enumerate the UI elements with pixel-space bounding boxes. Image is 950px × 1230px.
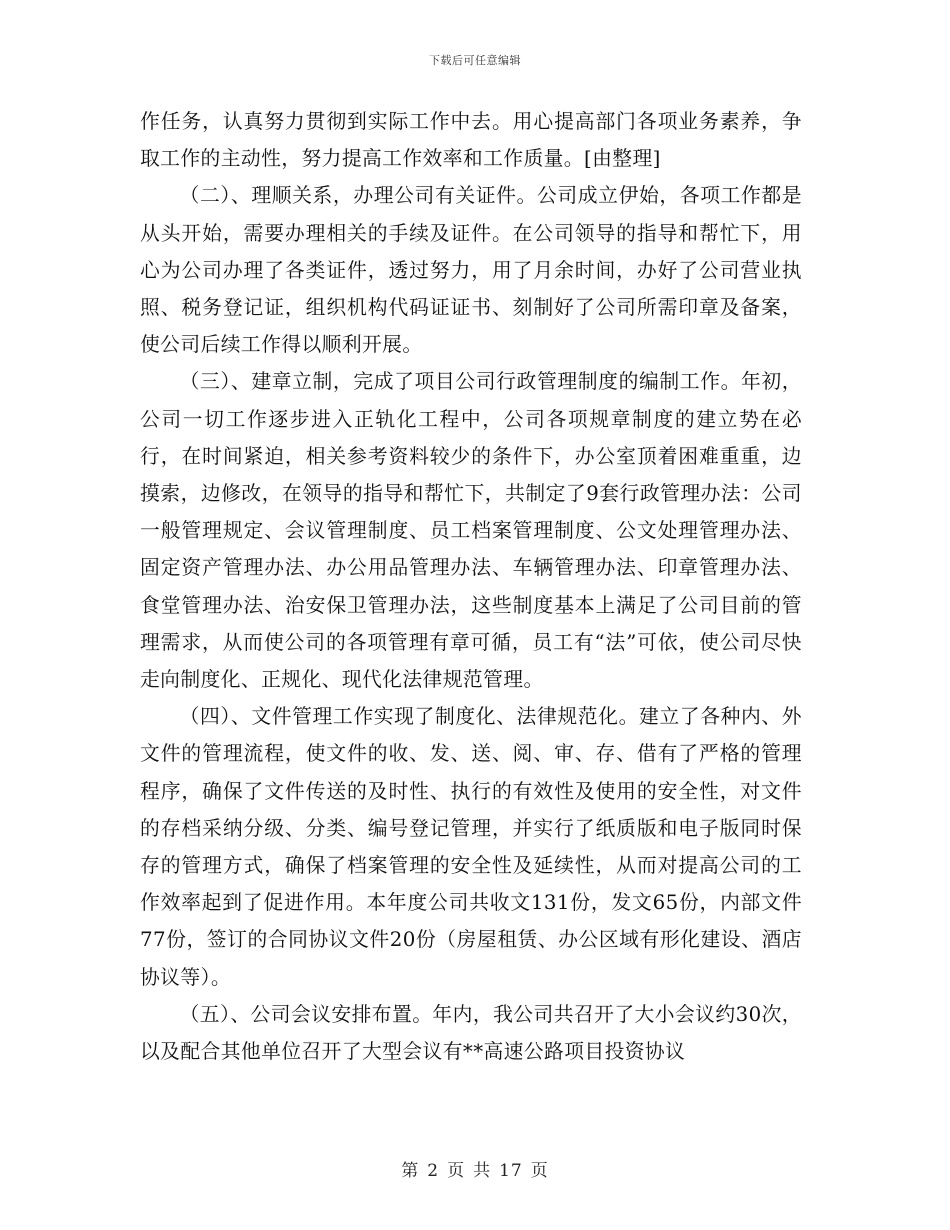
paragraph-section-4: （四）、文件管理工作实现了制度化、法律规范化。建立了各种内、外文件的管理流程，使文件的收、发、送、阅、审、存、借有了严格的管理程序，确保了文件传送的及时性、执行的有效性及使用的安全性，对文件的存档采纳分级、分类、编号登记管理，并实行了纸质版和电子版同时保存的管理方式，确保了档案管理的安全性及延续性，从而对提高公司的工作效率起到了促进作用。本年度公司共收文131份，发文65份，内部文件77份，签订的合同协议文件20份（房屋租赁、办公区域有形化建设、酒店协议等）。 [140, 705, 802, 989]
total-label: 共 [473, 1161, 492, 1181]
paragraph-section-2: （二）、理顺关系，办理公司有关证件。公司成立伊始，各项工作都是从头开始，需要办理相关的手续及证件。在公司领导的指导和帮忙下，用心为公司办理了各类证件，透过努力，用了月余时间，办好了公司营业执照、税务登记证，组织机构代码证证书、刻制好了公司所需印章及备案，使公司后续工作得以顺利开展。 [140, 184, 802, 357]
paragraph-continuation: 作任务，认真努力贯彻到实际工作中去。用心提高部门各项业务素养，争取工作的主动性，努力提高工作效率和工作质量。[由整理] [140, 110, 802, 171]
page-unit: 页 [447, 1161, 466, 1181]
page-label: 第 [401, 1161, 420, 1181]
paragraph-section-5: （五）、公司会议安排布置。年内，我公司共召开了大小会议约30次，以及配合其他单位召开了大型会议有**高速公路项目投资协议 [140, 1002, 802, 1064]
page-footer [0, 1156, 950, 1181]
paragraph-section-3: （三）、建章立制，完成了项目公司行政管理制度的编制工作。年初，公司一切工作逐步进入正轨化工程中，公司各项规章制度的建立势在必行，在时间紧迫，相关参考资料较少的条件下，办公室顶着困难重重，边摸索，边修改，在领导的指导和帮忙下，共制定了9套行政管理办法：公司一般管理规定、会议管理制度、员工档案管理制度、公文处理管理办法、固定资产管理办法、办公用品管理办法、车辆管理办法、印章管理办法、食堂管理办法、治安保卫管理办法，这些制度基本上满足了公司目前的管理需求，从而使公司的各项管理有章可循，员工有“法”可依，使公司尽快走向制度化、正规化、现代化法律规范管理。 [140, 370, 802, 692]
page-header: 下载后可任意编辑 [429, 54, 521, 67]
document-body [140, 103, 802, 1070]
page-number-total: 17 [499, 1161, 523, 1181]
total-unit: 页 [530, 1161, 549, 1181]
page-number-current: 2 [427, 1161, 440, 1181]
